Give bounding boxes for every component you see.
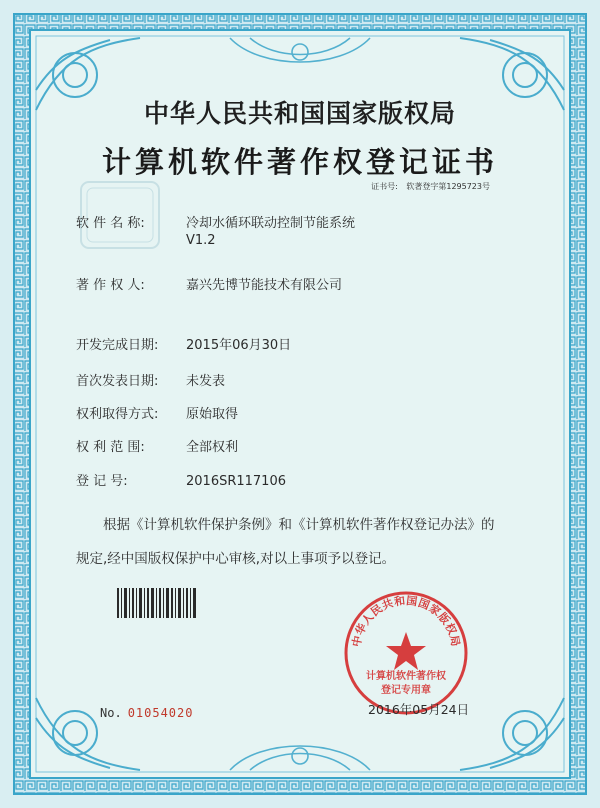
serial-value: 01054020 bbox=[127, 706, 194, 720]
statement-paragraph bbox=[76, 508, 546, 576]
seal-inner-text bbox=[343, 670, 469, 698]
field-completion-date bbox=[76, 334, 291, 353]
serial-label: No. bbox=[100, 706, 122, 720]
certificate-number-value: 软著登字第1295723号 bbox=[406, 182, 490, 191]
field-value: 未发表 bbox=[186, 374, 226, 389]
certificate-title: 计算机软件著作权登记证书 bbox=[101, 145, 498, 179]
seal-line-2: 登记专用章 bbox=[381, 685, 431, 696]
barcode-icon bbox=[117, 588, 197, 618]
statement-line-2: 规定,经中国版权保护中心审核,对以上事项予以登记。 bbox=[76, 551, 396, 567]
issue-date: 2016年05月24日 bbox=[368, 702, 470, 717]
field-value: 2016SR117106 bbox=[186, 474, 286, 489]
certificate-number bbox=[371, 181, 490, 192]
field-value: 2015年06月30日 bbox=[186, 338, 292, 353]
seal-arc-text: 中华人民共和国国家版权局 bbox=[349, 594, 463, 648]
field-software-name bbox=[76, 212, 355, 248]
field-label: 著 作 权 人: bbox=[76, 278, 145, 293]
field-copyright-owner bbox=[76, 274, 342, 293]
field-registration-number bbox=[76, 470, 286, 489]
field-first-publication-date bbox=[76, 370, 225, 389]
statement-text-1: 根据《计算机软件保护条例》和《计算机软件著作权登记办法》的 bbox=[103, 517, 495, 533]
issuer-title: 中华人民共和国国家版权局 bbox=[143, 99, 456, 128]
field-value: 全部权利 bbox=[186, 440, 239, 455]
field-label: 登 记 号: bbox=[76, 474, 128, 489]
field-value: 嘉兴先博节能技术有限公司 bbox=[186, 278, 343, 293]
field-value: 原始取得 bbox=[186, 407, 239, 422]
field-acquisition-method bbox=[76, 403, 238, 422]
field-value: 冷却水循环联动控制节能系统 bbox=[186, 216, 356, 231]
statement-line-1 bbox=[76, 508, 546, 542]
certificate-number-label: 证书号: bbox=[371, 182, 398, 191]
field-label: 开发完成日期: bbox=[76, 338, 159, 353]
field-label: 首次发表日期: bbox=[76, 374, 159, 389]
field-version: V1.2 bbox=[186, 233, 216, 248]
field-label: 权利取得方式: bbox=[76, 407, 159, 422]
seal-line-1: 计算机软件著作权 bbox=[366, 671, 446, 682]
serial-number bbox=[100, 706, 193, 720]
field-label: 权 利 范 围: bbox=[76, 440, 145, 455]
field-label: 软 件 名 称: bbox=[76, 216, 145, 231]
field-rights-scope bbox=[76, 436, 238, 455]
